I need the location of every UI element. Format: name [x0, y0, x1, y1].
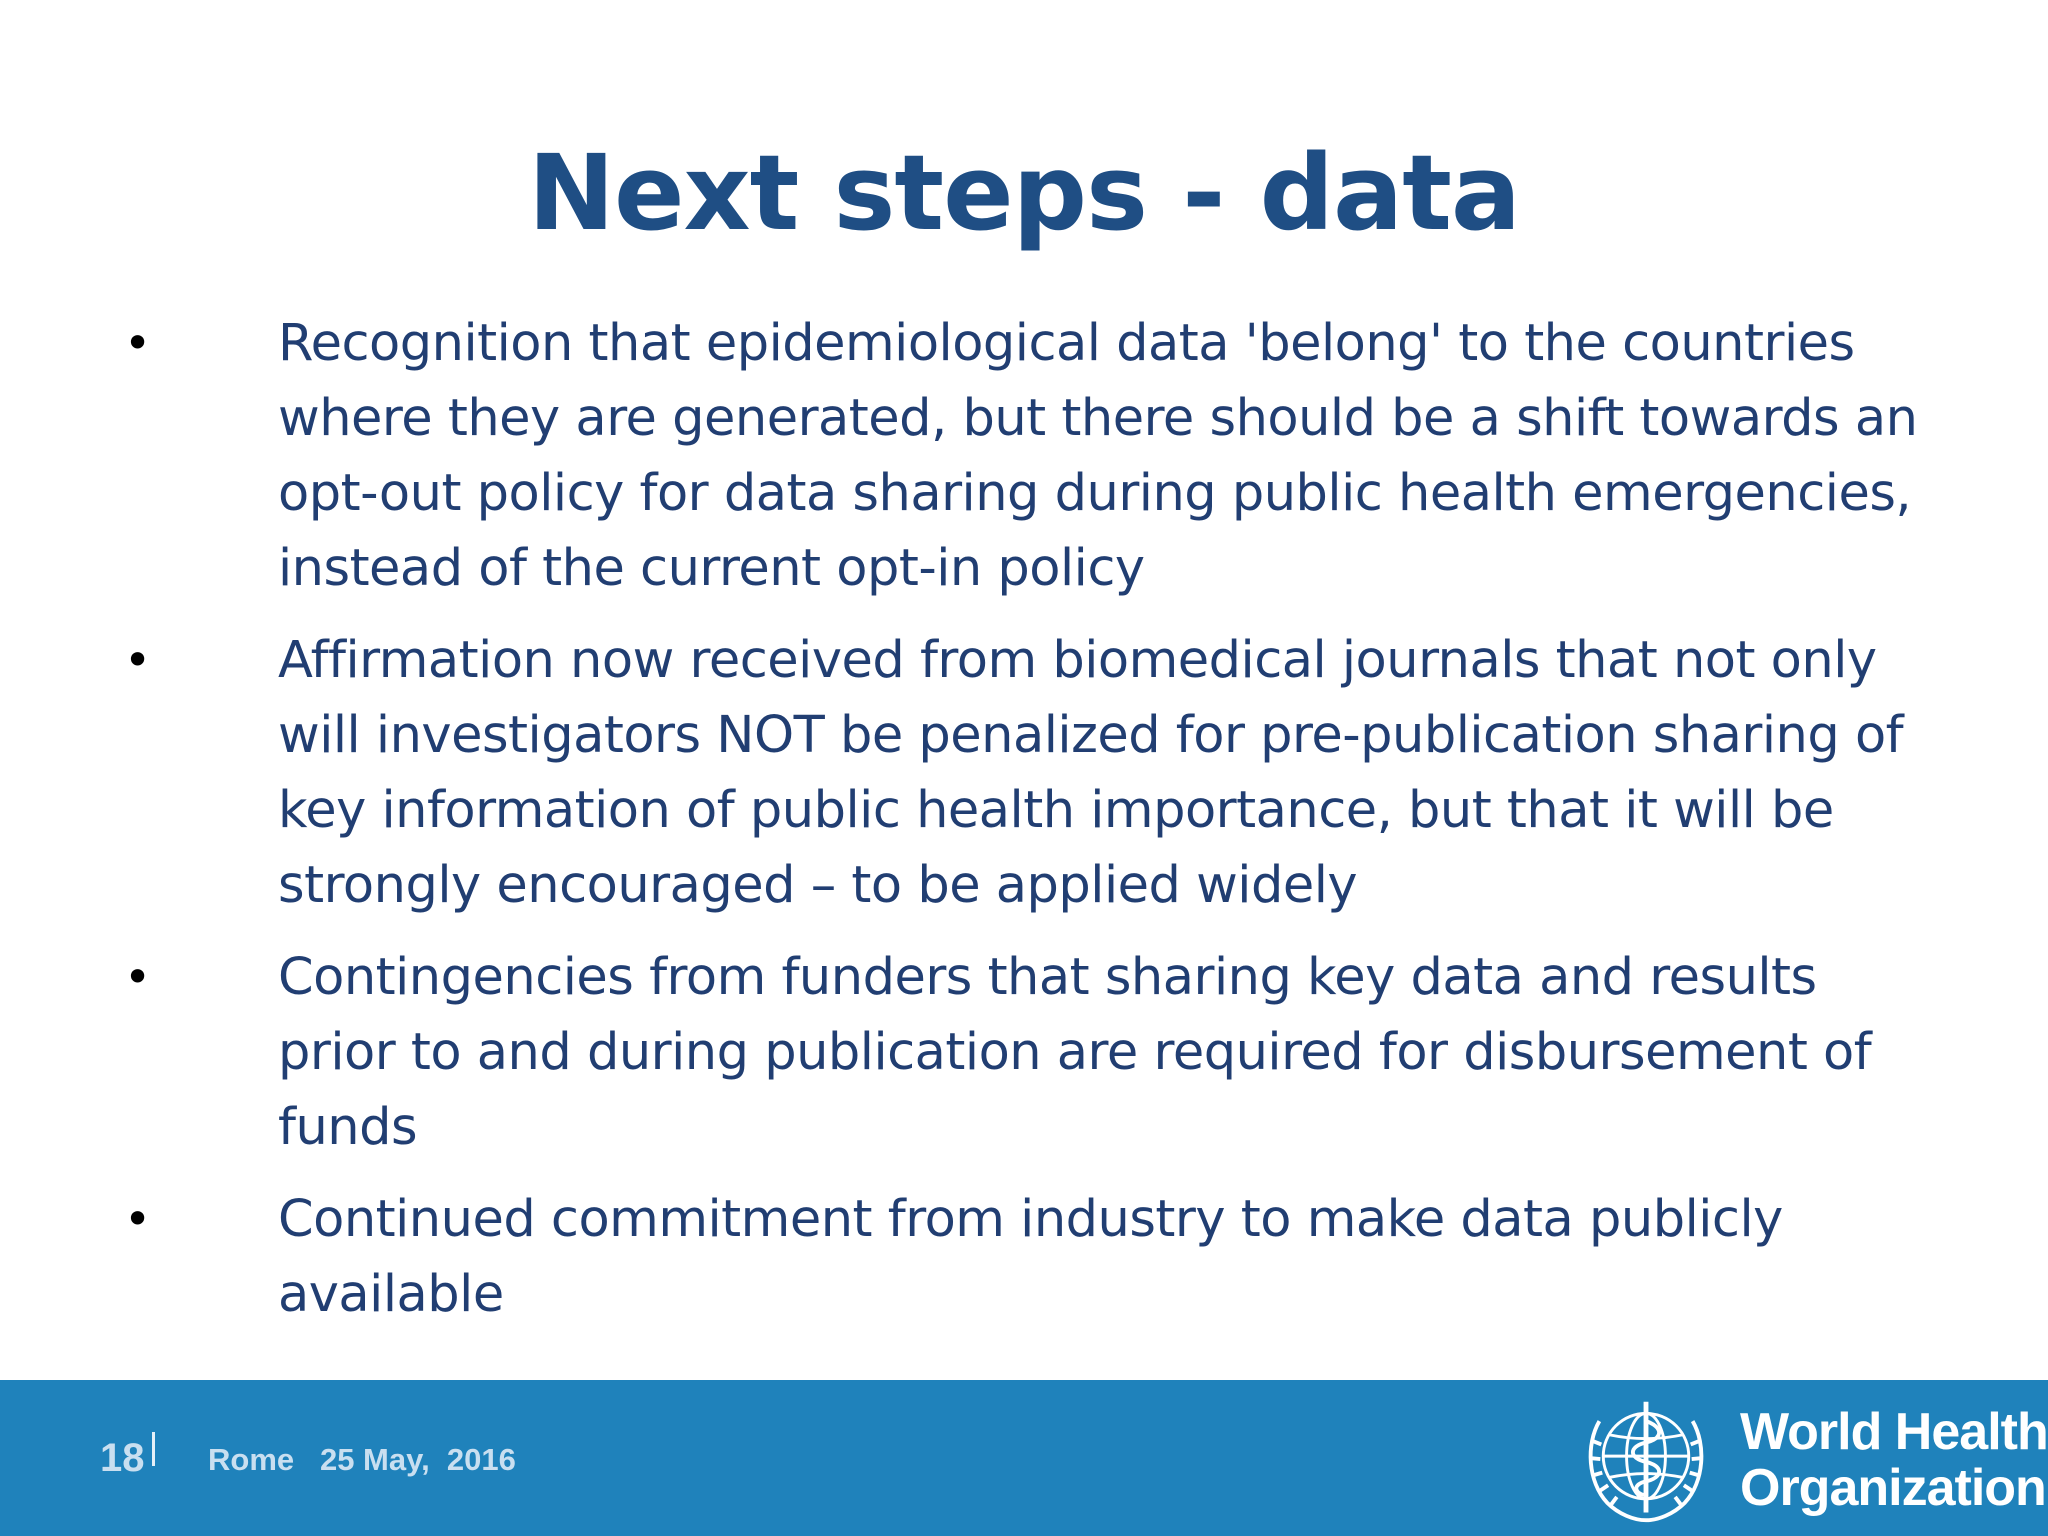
bullet-list: [120, 306, 1940, 1349]
bullet-item: [120, 623, 1940, 923]
bullet-text: Recognition that epidemiological data 'belong' to the countries where they are generated, but there should be a shift towards an opt-out policy for data sharing during public health emergencies, instead of the current opt-in policy: [278, 314, 1918, 598]
who-emblem-icon: [1578, 1390, 1714, 1530]
bullet-text: Affirmation now received from biomedical journals that not only will investigators NOT be penalized for pre-publication sharing of key information of public health importance, but that it will be strongly encouraged – to be applied widely: [278, 631, 1904, 915]
bullet-item: [120, 1182, 1940, 1332]
who-logo-text: [1740, 1404, 2048, 1516]
bullet-item: [120, 306, 1940, 606]
bullet-item: [120, 940, 1940, 1165]
bullet-text: Continued commitment from industry to make data publicly available: [278, 1190, 1783, 1324]
footer-place-date: Rome 25 May, 2016: [208, 1442, 516, 1477]
bullet-text: Contingencies from funders that sharing key data and results prior to and during publication are required for disbursement of funds: [278, 948, 1872, 1157]
footer-divider: [152, 1432, 155, 1466]
bullet-marker: •: [124, 950, 151, 1004]
logo-line-1: World Health: [1740, 1403, 2048, 1461]
footer-bar: [0, 1380, 2048, 1536]
page-number: 18: [100, 1436, 145, 1480]
bullet-marker: •: [124, 316, 151, 370]
bullet-marker: •: [124, 1192, 151, 1246]
logo-line-2: Organization: [1740, 1459, 2046, 1517]
bullet-marker: •: [124, 633, 151, 687]
slide-title: Next steps - data: [527, 132, 1521, 254]
